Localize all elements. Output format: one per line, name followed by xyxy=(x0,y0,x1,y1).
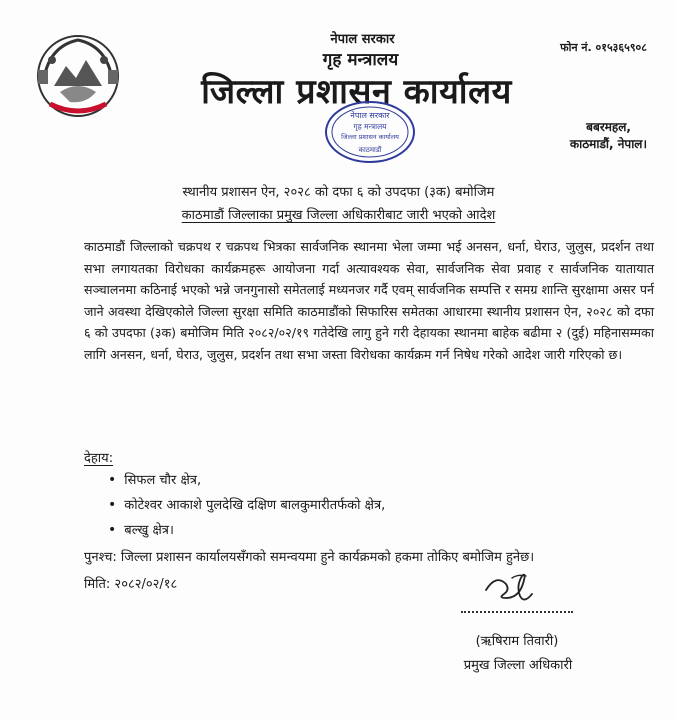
list-item: • बल्खु क्षेत्र। xyxy=(124,518,385,543)
stamp-top-text: नेपाल सरकार xyxy=(350,111,390,120)
signature-line xyxy=(461,611,573,613)
stamp-bottom-text: काठमाडौं xyxy=(358,146,382,154)
exempt-places-list xyxy=(124,468,385,543)
stamp-mid-text: गृह मन्त्रालय xyxy=(353,122,387,131)
ministry-label: गृह मन्त्रालय xyxy=(322,50,399,70)
signer-title: प्रमुख जिल्ला अधिकारी xyxy=(463,658,573,673)
address-line-1: बबरमहल, xyxy=(586,120,631,134)
stamp-mid2-text: जिल्ला प्रशासन कार्यालय xyxy=(341,133,399,141)
order-body-paragraph: काठमाडौं जिल्लाको चक्रपथ र चक्रपथ भित्रका सार्वजनिक स्थानमा भेला जम्मा भई अनसन, धर्ना, घेराउ, जुलुस, प्रदर्शन तथा सभा लगायतका विरोधका कार्यक्रमहरू आयोजना गर्दा अत्यावश्यक सेवा, सार्वजनिक सेवा प्रवाह र सार्वजनिक यातायात सञ्चालनमा कठिनाई भएको भन्ने जनगुनासो समेतलाई मध्यनजर गर्दै एवम् सार्वजनिक सम्पत्ति र समग्र शान्ति सुरक्षामा असर पर्न जाने अवस्था देखिएकोले जिल्ला सुरक्षा समिति काठमाडौंको सिफारिस समेतका आधारमा स्थानीय प्रशासन ऐन, २०२८ को दफा ६ को उपदफा (३क) बमोजिम मिति २०८२/०२/१९ गतेदेखि लागु हुने गरी देहायका स्थानमा बाहेक बढीमा २ (दुई) महिनासम्मका लागि अनसन, धर्ना, घेराउ, जुलुस, प्रदर्शन तथा सभा जस्ता विरोधका कार्यक्रम गर्न निषेध गरेको आदेश जारी गरिएको छ। xyxy=(84,239,654,362)
order-heading-line-1: स्थानीय प्रशासन ऐन, २०२८ को दफा ६ को उपदफा (३क) बमोजिम xyxy=(182,185,495,200)
office-title: जिल्ला प्रशासन कार्यालय xyxy=(201,72,512,112)
phone-number: फोन नं. ०१५३६५९०८ xyxy=(560,41,647,54)
postscript-note: पुनश्च: जिल्ला प्रशासन कार्यालयसँगको समन्वयमा हुने कार्यक्रमको हकमा तोकिए बमोजिम हुनेछ। xyxy=(84,550,535,565)
government-label: नेपाल सरकार xyxy=(330,32,395,47)
order-heading-line-2: काठमाडौं जिल्लाका प्रमुख जिल्ला अधिकारीबाट जारी भएको आदेश xyxy=(181,208,496,223)
dehay-label: देहाय: xyxy=(84,451,114,466)
list-item: • कोटेश्वर आकाशे पुलदेखि दक्षिण बालकुमारीतर्फको क्षेत्र, xyxy=(124,493,385,518)
order-date: मिति: २०८२/०२/१८ xyxy=(84,577,178,592)
handwritten-signature xyxy=(476,568,548,608)
signer-name: (ऋषिराम तिवारी) xyxy=(475,634,559,649)
list-item: • सिफल चौर क्षेत्र, xyxy=(124,468,385,493)
office-stamp-icon xyxy=(320,96,420,168)
address-line-2: काठमाडौं, नेपाल। xyxy=(569,137,647,151)
